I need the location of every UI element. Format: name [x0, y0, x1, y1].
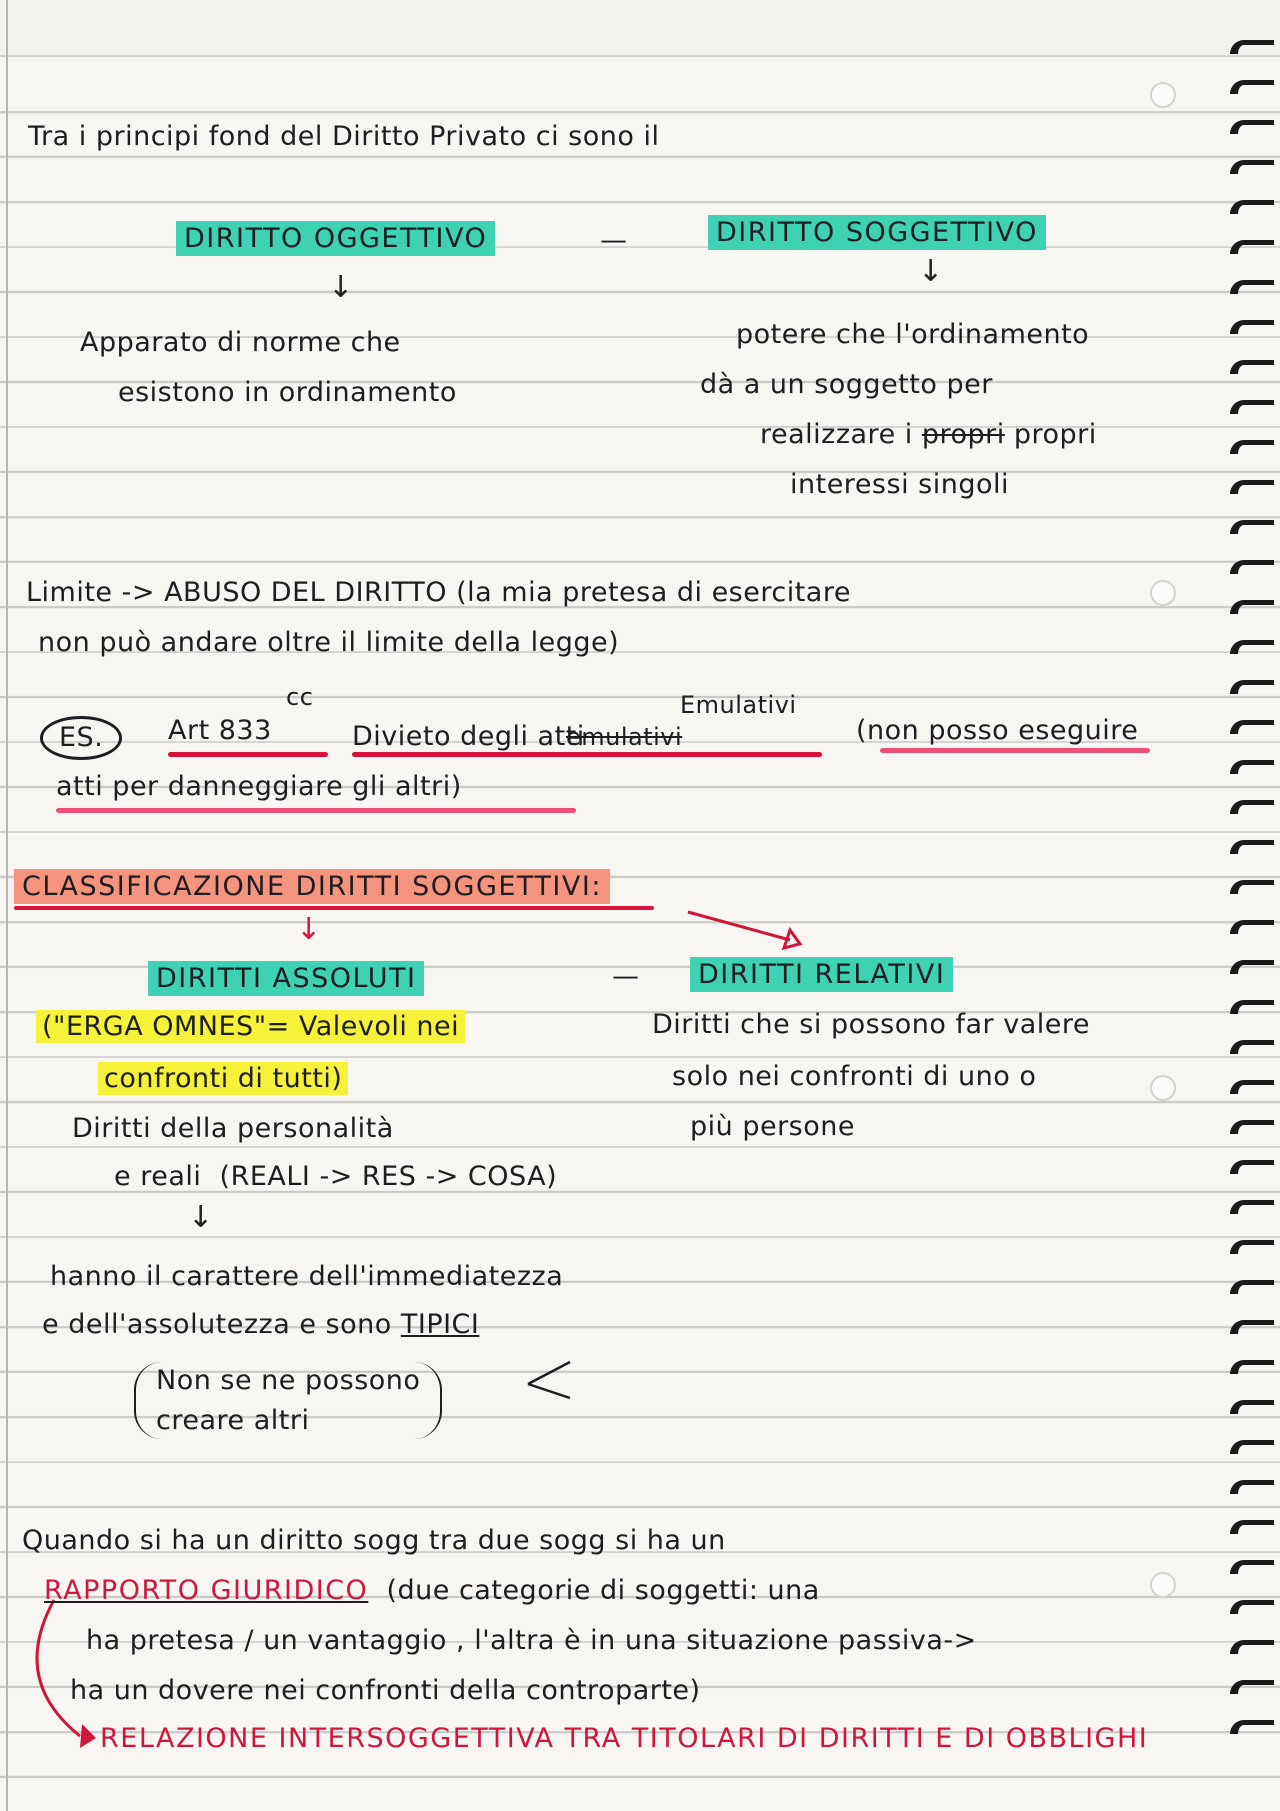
limite-line2: non può andare oltre il limite della legge): [38, 627, 620, 658]
def-soggettivo-line2: dà a un soggetto per: [700, 369, 993, 400]
art-paren: (non posso eseguire: [856, 715, 1139, 746]
heading-diritti-assoluti: DIRITTI ASSOLUTI: [148, 964, 424, 994]
relazione-intersoggettiva: RELAZIONE INTERSOGGETTIVA TRA TITOLARI DI DIRITTI E DI OBBLIGHI: [100, 1723, 1149, 1754]
art-cc-sup: cc: [286, 683, 314, 711]
art-line2: atti per danneggiare gli altri): [56, 771, 462, 802]
def-soggettivo-line3: realizzare i propri propri: [760, 419, 1097, 450]
intro-line: Tra i principi fond del Diritto Privato ci sono il: [28, 121, 660, 152]
carattere-line1: hanno il carattere dell'immediatezza: [50, 1261, 564, 1292]
rapporto-line1: Quando si ha un diritto sogg tra due sogg si ha un: [22, 1525, 726, 1556]
relativi-line2: solo nei confronti di uno o: [672, 1061, 1037, 1092]
es-circle-label: ES.: [40, 716, 122, 760]
assoluti-line1: Diritti della personalità: [72, 1113, 394, 1144]
def-soggettivo-line1: potere che l'ordinamento: [736, 319, 1090, 350]
heading-diritto-oggettivo: DIRITTO OGGETTIVO: [176, 224, 495, 254]
non-se-ne-possono-box: Non se ne possono creare altri: [134, 1362, 442, 1439]
def-oggettivo-line1: Apparato di norme che: [80, 327, 401, 358]
relativi-line1: Diritti che si possono far valere: [652, 1009, 1090, 1040]
art-833-label: Art 833: [168, 715, 272, 746]
heading-diritto-soggettivo: DIRITTO SOGGETTIVO: [708, 218, 1046, 248]
erga-omnes-line1: ("ERGA OMNES"= Valevoli nei: [36, 1012, 465, 1042]
erga-omnes-line2: confronti di tutti): [98, 1064, 348, 1094]
def-oggettivo-line2: esistono in ordinamento: [118, 377, 457, 408]
heading-dash: —: [600, 225, 628, 256]
heading-dash-2: —: [612, 961, 640, 992]
art-struck-word: emulativi: [566, 723, 683, 751]
relativi-line3: più persone: [690, 1111, 855, 1142]
arrow-down-icon: ↓: [188, 1200, 214, 1235]
rapporto-line3: ha pretesa / un vantaggio , l'altra è in una situazione passiva->: [86, 1625, 977, 1656]
limite-line1: Limite -> ABUSO DEL DIRITTO (la mia pretesa di esercitare: [26, 577, 851, 608]
def-soggettivo-line4: interessi singoli: [790, 469, 1009, 500]
assoluti-line2: e reali (REALI -> RES -> COSA): [114, 1161, 558, 1192]
carattere-line2: e dell'assolutezza e sono TIPICI: [42, 1309, 480, 1340]
arrow-down-icon: ↓: [328, 270, 354, 305]
emulativi-word: Emulativi: [680, 691, 797, 719]
rapporto-line4: ha un dovere nei confronti della controparte): [70, 1675, 701, 1706]
rapporto-line2: RAPPORTO GIURIDICO (due categorie di soggetti: una: [44, 1575, 820, 1606]
classificazione-title: CLASSIFICAZIONE DIRITTI SOGGETTIVI:: [14, 872, 610, 902]
heading-diritti-relativi: DIRITTI RELATIVI: [690, 960, 953, 990]
arrow-down-icon: ↓: [918, 254, 944, 289]
arrow-down-icon: ↓: [296, 912, 322, 947]
art-text: Divieto degli atti: [352, 721, 585, 752]
